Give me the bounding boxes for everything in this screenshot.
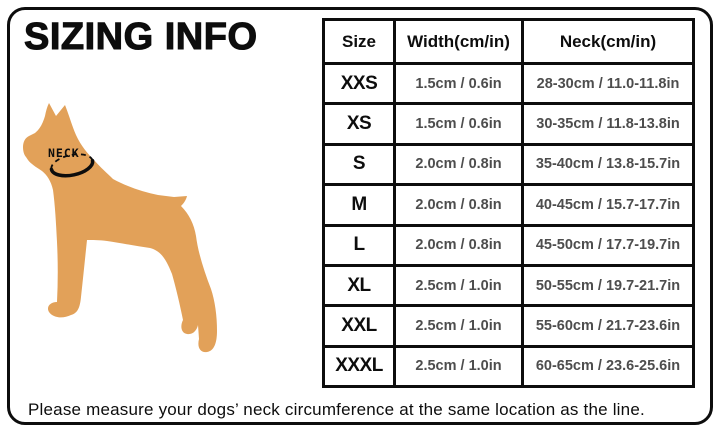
table-row	[324, 346, 694, 386]
neck-cell: 50-55cm / 19.7-21.7in	[523, 265, 694, 305]
width-cell: 2.5cm / 1.0in	[395, 346, 523, 386]
dog-illustration	[0, 0, 310, 400]
size-cell: M	[324, 185, 395, 225]
table-row	[324, 225, 694, 265]
size-cell: XXS	[324, 64, 395, 104]
table-header-row	[324, 20, 694, 64]
neck-cell: 55-60cm / 21.7-23.6in	[523, 306, 694, 346]
sizing-table	[322, 18, 695, 388]
width-cell: 2.5cm / 1.0in	[395, 306, 523, 346]
table-row	[324, 104, 694, 144]
neck-cell: 60-65cm / 23.6-25.6in	[523, 346, 694, 386]
table-row	[324, 306, 694, 346]
header-cell-neck: Neck(cm/in)	[523, 20, 694, 64]
width-cell: 2.0cm / 0.8in	[395, 185, 523, 225]
size-cell: XXXL	[324, 346, 395, 386]
neck-cell: 35-40cm / 13.8-15.7in	[523, 144, 694, 184]
width-cell: 1.5cm / 0.6in	[395, 104, 523, 144]
neck-label: NECK	[48, 146, 80, 160]
neck-cell: 30-35cm / 11.8-13.8in	[523, 104, 694, 144]
size-cell: XL	[324, 265, 395, 305]
size-cell: XS	[324, 104, 395, 144]
measurement-note: Please measure your dogs’ neck circumference at the same location as the line.	[28, 400, 645, 419]
width-cell: 2.0cm / 0.8in	[395, 144, 523, 184]
table-row	[324, 265, 694, 305]
table-row	[324, 185, 694, 225]
size-cell: XXL	[324, 306, 395, 346]
header-cell-width: Width(cm/in)	[395, 20, 523, 64]
header-cell-size: Size	[324, 20, 395, 64]
table-row	[324, 144, 694, 184]
neck-cell: 28-30cm / 11.0-11.8in	[523, 64, 694, 104]
neck-cell: 40-45cm / 15.7-17.7in	[523, 185, 694, 225]
size-cell: L	[324, 225, 395, 265]
neck-cell: 45-50cm / 17.7-19.7in	[523, 225, 694, 265]
width-cell: 2.0cm / 0.8in	[395, 225, 523, 265]
dog-silhouette	[23, 103, 217, 352]
width-cell: 2.5cm / 1.0in	[395, 265, 523, 305]
width-cell: 1.5cm / 0.6in	[395, 64, 523, 104]
table-row	[324, 64, 694, 104]
page-title: SIZING INFO	[24, 16, 258, 58]
size-cell: S	[324, 144, 395, 184]
